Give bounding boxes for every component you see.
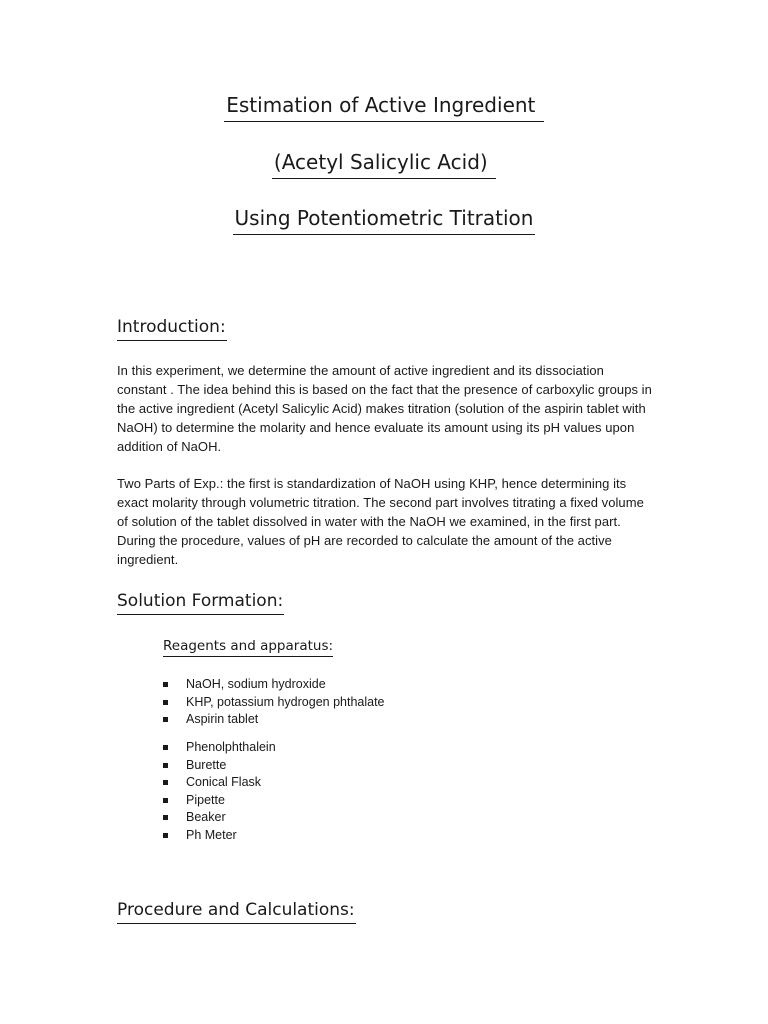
square-bullet-icon	[163, 700, 168, 705]
list-item	[163, 694, 385, 712]
reagents-list	[163, 676, 385, 729]
list-item	[163, 792, 276, 810]
title-text-2: (Acetyl Salicylic Acid)	[272, 149, 496, 179]
list-item	[163, 711, 385, 729]
procedure-heading-text: Procedure and Calculations:	[117, 899, 356, 924]
list-item-text: Beaker	[186, 810, 226, 824]
list-item	[163, 739, 276, 757]
square-bullet-icon	[163, 798, 168, 803]
square-bullet-icon	[163, 780, 168, 785]
list-item-text: Burette	[186, 757, 227, 772]
list-item-text: NaOH, sodium hydroxide	[186, 677, 326, 691]
square-bullet-icon	[163, 682, 168, 687]
introduction-heading-text: Introduction:	[117, 316, 227, 341]
title-text-3: Using Potentiometric Titration	[233, 205, 536, 235]
list-item	[163, 809, 276, 827]
list-item-text: Conical Flask	[186, 775, 262, 789]
square-bullet-icon	[163, 815, 168, 820]
title-line-3	[0, 205, 768, 235]
introduction-heading	[117, 316, 227, 341]
reagents-subheading-text: Reagents and apparatus:	[163, 637, 333, 657]
title-text-1: Estimation of Active Ingredient	[224, 92, 544, 122]
title-line-1	[0, 92, 768, 122]
list-item-text: Pipette	[186, 792, 225, 807]
list-item-text: Ph Meter	[186, 827, 237, 842]
list-item	[163, 827, 276, 845]
list-item-text: Phenolphthalein	[186, 740, 276, 754]
list-item	[163, 757, 276, 775]
list-item	[163, 774, 276, 792]
square-bullet-icon	[163, 745, 168, 750]
introduction-paragraph-2: Two Parts of Exp.: the first is standardization of NaOH using KHP, hence determining its exact molarity through volumetric titration. The second part involves titrating a fixed volume of solution of the tablet dissolved in water with the NaOH we examined, in the first part. During the procedure, values of pH are recorded to calculate the amount of the active ingredient.	[117, 476, 644, 567]
reagents-subheading	[163, 637, 333, 657]
list-item-text: KHP, potassium hydrogen phthalate	[186, 694, 385, 709]
procedure-heading	[117, 899, 356, 924]
square-bullet-icon	[163, 717, 168, 722]
square-bullet-icon	[163, 833, 168, 838]
list-item	[163, 676, 385, 694]
title-line-2	[0, 149, 768, 179]
solution-formation-heading	[117, 590, 284, 615]
list-item-text: Aspirin tablet	[186, 712, 259, 726]
apparatus-list	[163, 739, 276, 844]
introduction-paragraph-1: In this experiment, we determine the amount of active ingredient and its dissociation constant . The idea behind this is based on the fact that the presence of carboxylic groups in the active ingredient (Acetyl Salicylic Acid) makes titration (solution of the aspirin tablet with NaOH) to determine the molarity and hence evaluate its amount using its pH values upon addition of NaOH.	[117, 363, 652, 454]
solution-formation-heading-text: Solution Formation:	[117, 590, 284, 615]
square-bullet-icon	[163, 763, 168, 768]
